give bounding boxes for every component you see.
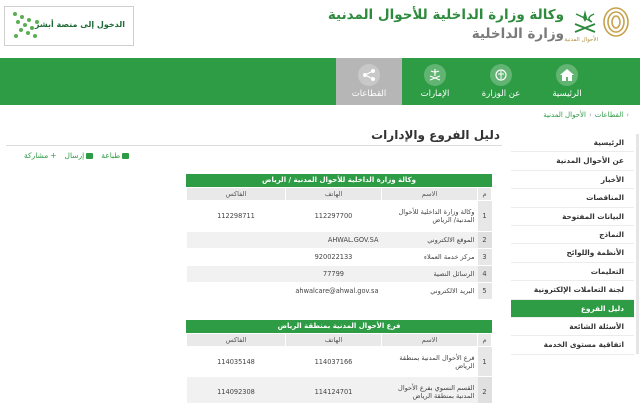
sidebar-item-open-data[interactable]: البيانات المفتوحة — [511, 208, 634, 226]
site-header — [0, 0, 640, 58]
table-header-row: م الاسم الهاتف الفاكس — [187, 188, 492, 201]
sidebar-item-sla[interactable]: اتفاقية مستوى الخدمة — [511, 336, 634, 354]
ministry-name: وزارة الداخلية — [471, 26, 564, 42]
envelope-icon — [86, 153, 93, 159]
sidebar-item-instructions[interactable]: التعليمات — [511, 263, 634, 281]
table-row: 1 وكالة وزارة الداخلية للأحوال المدنية/ الرياض 112297700 112298711 — [187, 201, 492, 232]
print-icon — [122, 153, 129, 159]
table-header-row: م الاسم الهاتف الفاكس — [187, 334, 492, 347]
share-button[interactable]: + مشاركة — [24, 151, 57, 160]
emblem-caption: الأحوال المدنية — [564, 37, 598, 43]
breadcrumb-civil-affairs[interactable]: الأحوال المدنية — [543, 111, 586, 119]
table-row: 4 الرسائل النصية 77799 — [187, 266, 492, 283]
data-table — [186, 187, 492, 300]
branch-table-riyadh-agency — [186, 174, 492, 300]
saudi-emblem-icon — [570, 8, 600, 40]
table-caption: فرع الأحوال المدنية بمنطقة الرياض — [186, 320, 492, 333]
branch-table-riyadh-region — [186, 320, 492, 403]
palm-swords-icon — [424, 64, 446, 86]
sidebar-item-regulations[interactable]: الأنظمة واللوائح — [511, 244, 634, 262]
sidebar-item-branch-guide[interactable]: دليل الفروع — [511, 300, 634, 318]
fingerprint-icon — [602, 6, 630, 40]
sidebar-item-home[interactable]: الرئيسية — [511, 134, 634, 152]
ministry-brand[interactable] — [327, 4, 630, 50]
sidebar-item-faq[interactable]: الأسئلة الشائعة — [511, 318, 634, 336]
table-row: 2 الموقع الالكتروني AHWAL.GOV.SA — [187, 232, 492, 249]
table-row: 3 مركز خدمة العملاء 920022133 — [187, 249, 492, 266]
table-row: 2 القسم النسوي بفرع الأحوال المدنية بمنطقة الرياض 114124701 114092308 — [187, 377, 492, 403]
send-button[interactable]: إرسال — [65, 151, 94, 160]
sidebar-item-e-transactions[interactable]: لجنة التعاملات الإلكترونية — [511, 281, 634, 299]
sidebar-item-about[interactable]: عن الأحوال المدنية — [511, 152, 634, 170]
ministry-emblem-icon — [490, 64, 512, 86]
divider — [6, 145, 502, 146]
table-row: 5 البريد الالكتروني ahwalcare@ahwal.gov.sa — [187, 283, 492, 300]
nav-emirates[interactable]: الإمارات — [402, 58, 468, 105]
main-navbar — [0, 58, 640, 105]
agency-title: وكالة وزارة الداخلية للأحوال المدنية — [327, 7, 564, 23]
home-icon — [556, 64, 578, 86]
sidebar-item-news[interactable]: الأخبار — [511, 171, 634, 189]
sidebar-item-tenders[interactable]: المناقصات — [511, 189, 634, 207]
plus-icon: + — [50, 151, 57, 160]
breadcrumb — [543, 111, 632, 119]
chevron-left-icon: › — [626, 111, 629, 119]
nav-sectors[interactable]: القطاعات — [336, 58, 402, 105]
sidebar-menu — [511, 134, 634, 355]
absher-label: الدخول إلى منصة أبشر — [34, 20, 125, 29]
table-row: 1 فرع الأحوال المدنية بمنطقة الرياض 114037166 114035148 — [187, 347, 492, 377]
share-network-icon — [358, 64, 380, 86]
chevron-left-icon: › — [588, 111, 592, 119]
data-table — [186, 333, 492, 403]
sidebar-item-forms[interactable]: النماذج — [511, 226, 634, 244]
nav-home[interactable]: الرئيسية — [534, 58, 600, 105]
sidebar-scrollbar[interactable] — [636, 134, 639, 354]
share-toolbar — [24, 151, 129, 160]
nav-about-ministry[interactable]: عن الوزارة — [468, 58, 534, 105]
table-caption: وكالة وزارة الداخلية للأحوال المدنية / الرياض — [186, 174, 492, 187]
print-button[interactable]: طباعة — [101, 151, 129, 160]
breadcrumb-sectors[interactable]: القطاعات — [594, 111, 624, 119]
absher-login-button[interactable] — [4, 6, 134, 46]
page-title: دليل الفروع والإدارات — [371, 128, 500, 142]
